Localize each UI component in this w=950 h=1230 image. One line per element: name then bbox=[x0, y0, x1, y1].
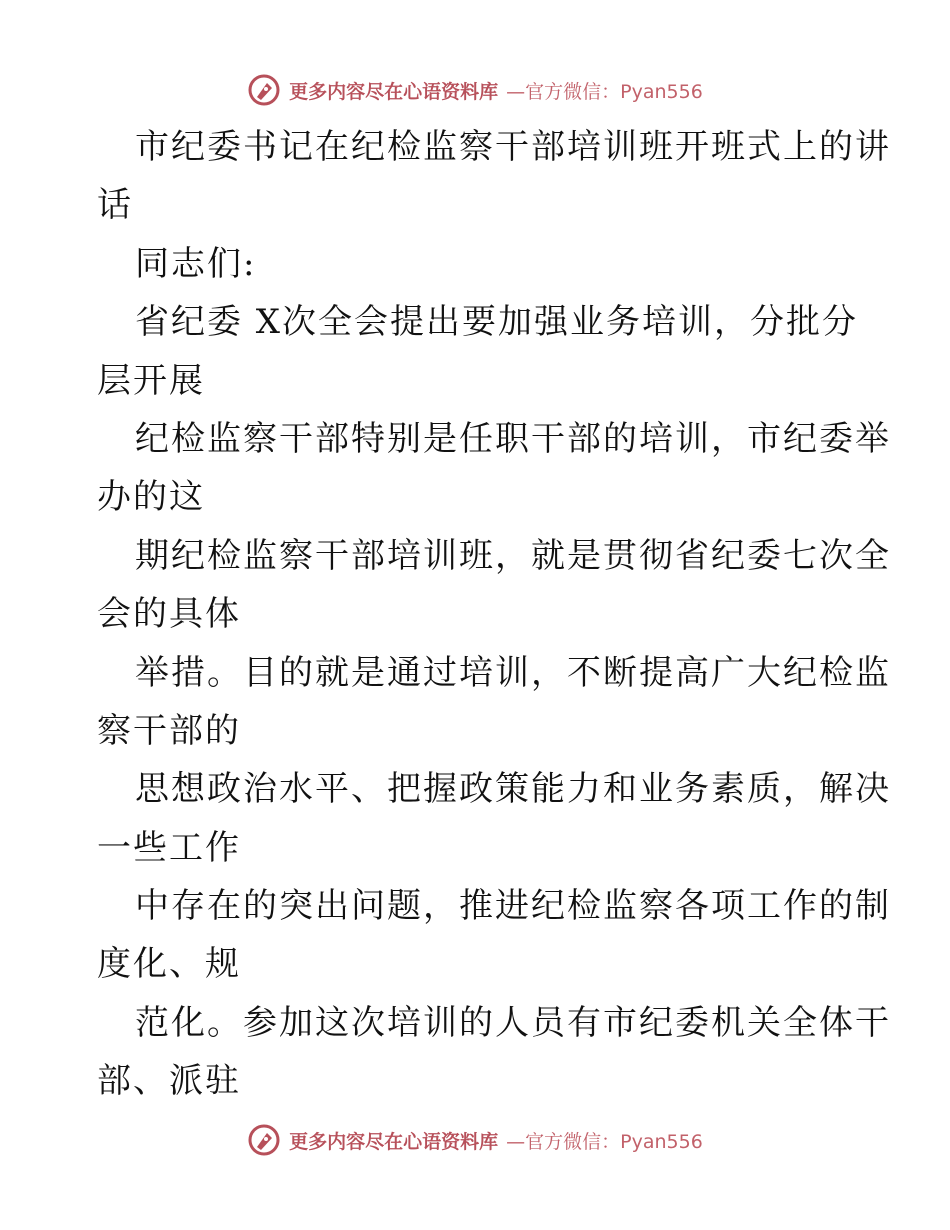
paragraph-line: 部、派驻 bbox=[97, 1061, 241, 1102]
paragraph-line: 会的具体 bbox=[97, 594, 241, 635]
paragraph-line: 察干部的 bbox=[97, 710, 241, 751]
pen-nib-logo-icon bbox=[247, 1123, 281, 1157]
paragraph-line: 中存在的突出问题，推进纪检监察各项工作的制 bbox=[135, 886, 891, 927]
title-line-1: 市纪委书记在纪检监察干部培训班开班式上的讲 bbox=[135, 127, 891, 167]
paragraph-line: 范化。参加这次培训的人员有市纪委机关全体干 bbox=[135, 1002, 891, 1043]
salutation: 同志们: bbox=[135, 243, 257, 284]
paragraph-line: 纪检监察干部特别是任职干部的培训，市纪委举 bbox=[135, 418, 891, 459]
header-banner-text: 更多内容尽在心语资料库 bbox=[289, 80, 499, 103]
paragraph-line: 期纪检监察干部培训班，就是贯彻省纪委七次全 bbox=[135, 535, 891, 576]
header-banner-wechat: —官方微信：Pyan556 bbox=[506, 80, 703, 103]
paragraph-line: 层开展 bbox=[97, 360, 205, 401]
paragraph-line: 度化、规 bbox=[97, 944, 241, 985]
paragraph-line: 办的这 bbox=[97, 477, 205, 518]
header-banner bbox=[0, 70, 950, 110]
paragraph-line: 一些工作 bbox=[97, 827, 241, 868]
paragraph-line: 举措。目的就是通过培训，不断提高广大纪检监 bbox=[135, 652, 891, 693]
paragraph-line: 思想政治水平、把握政策能力和业务素质，解决 bbox=[135, 769, 891, 810]
title-line-2: 话 bbox=[97, 185, 133, 226]
pen-nib-logo-icon bbox=[247, 73, 281, 107]
footer-banner-text: 更多内容尽在心语资料库 bbox=[289, 1130, 499, 1153]
footer-banner-wechat: —官方微信：Pyan556 bbox=[506, 1130, 703, 1153]
document-body bbox=[97, 118, 891, 1111]
paragraph-line: 省纪委 X次全会提出要加强业务培训，分批分 bbox=[135, 302, 859, 343]
footer-banner bbox=[0, 1120, 950, 1160]
